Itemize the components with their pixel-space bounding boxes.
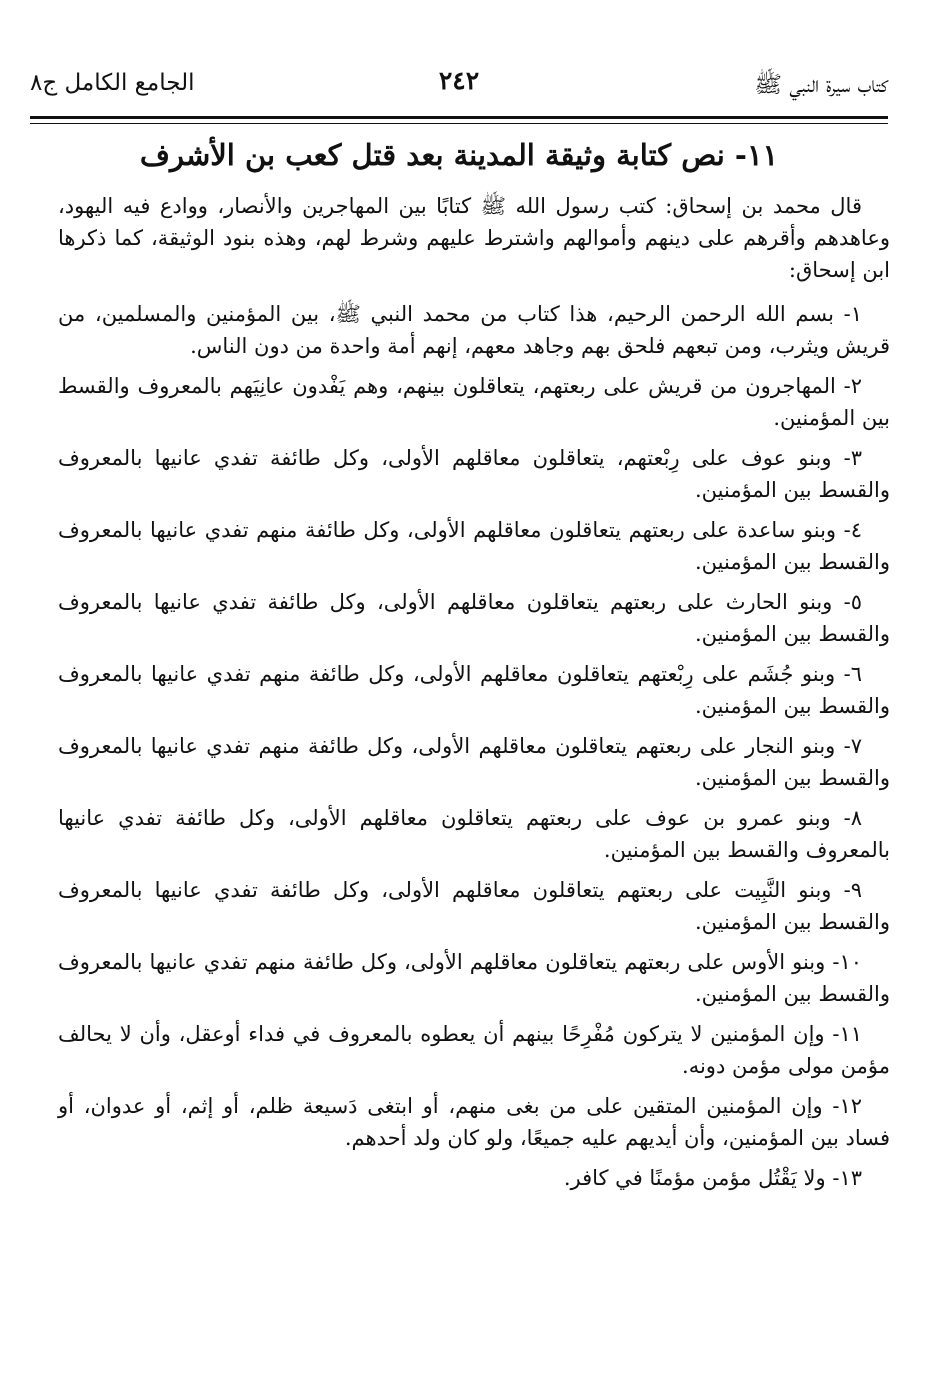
header-rule-thick: [30, 116, 888, 119]
clause-paragraph: ١٢- وإن المؤمنين المتقين على من بغى منهم، أو ابتغى دَسيعة ظلم، أو إثم، أو عدوان، أو فساد بين المؤمنين، وأن أيديهم عليه جميعًا، ولو كان ولد أحدهم.: [58, 1094, 890, 1150]
clause-paragraph: ١٣- ولا يَقْتُل مؤمن مؤمنًا في كافر.: [563, 1166, 862, 1190]
clause-paragraph: ١- بسم الله الرحمن الرحيم، هذا كتاب من محمد النبي ﷺ، بين المؤمنين والمسلمين، من قريش ويثرب، ومن تبعهم فلحق بهم وجاهد معهم، إنهم أمة واحدة من دون الناس.: [58, 302, 890, 358]
header-series-title: الجامع الكامل ج٨: [30, 70, 195, 96]
document-body: [58, 190, 890, 1202]
clause-paragraph: ٦- وبنو جُشَم على رِبْعتهم يتعاقلون معاقلهم الأولى، وكل طائفة منهم تفدي عانيها بالمعروف والقسط بين المؤمنين.: [58, 662, 890, 718]
clause-paragraph: ١٠- وبنو الأوس على ربعتهم يتعاقلون معاقلهم الأولى، وكل طائفة منهم تفدي عانيها بالمعروف والقسط بين المؤمنين.: [58, 950, 890, 1006]
clause-paragraph: ٩- وبنو النَّبِيت على ربعتهم يتعاقلون معاقلهم الأولى، وكل طائفة تفدي عانيها بالمعروف والقسط بين المؤمنين.: [58, 878, 890, 934]
header-book-title: كتاب سيرة النبي ﷺ: [754, 72, 888, 98]
page-number: ٢٤٢: [438, 66, 480, 95]
clause-paragraph: ٢- المهاجرون من قريش على ربعتهم، يتعاقلون بينهم، وهم يَفْدون عانِيَهم بالمعروف والقسط بين المؤمنين.: [58, 374, 890, 430]
running-header: [30, 58, 888, 106]
clause-paragraph: ١١- وإن المؤمنين لا يتركون مُفْرِحًا بينهم أن يعطوه بالمعروف في فداء أوعقل، وأن لا يحالف مؤمن مولى مؤمن دونه.: [58, 1022, 890, 1078]
intro-paragraph: قال محمد بن إسحاق: كتب رسول الله ﷺ كتابًا بين المهاجرين والأنصار، ووادع فيه اليهود، وعاهدهم وأقرهم على دينهم وأموالهم واشترط عليهم وشرط لهم، وهذه بنود الوثيقة، كما ذكرها ابن إسحاق:: [58, 194, 890, 282]
section-title: ١١- نص كتابة وثيقة المدينة بعد قتل كعب بن الأشرف: [139, 138, 779, 172]
clause-paragraph: ٤- وبنو ساعدة على ربعتهم يتعاقلون معاقلهم الأولى، وكل طائفة منهم تفدي عانيها بالمعروف والقسط بين المؤمنين.: [58, 518, 890, 574]
clause-paragraph: ٥- وبنو الحارث على ربعتهم يتعاقلون معاقلهم الأولى، وكل طائفة تفدي عانيها بالمعروف والقسط بين المؤمنين.: [58, 590, 890, 646]
clause-paragraph: ٣- وبنو عوف على رِبْعتهم، يتعاقلون معاقلهم الأولى، وكل طائفة تفدي عانيها بالمعروف والقسط بين المؤمنين.: [58, 446, 890, 502]
header-rule-thin: [30, 123, 888, 124]
clause-paragraph: ٨- وبنو عمرو بن عوف على ربعتهم يتعاقلون معاقلهم الأولى، وكل طائفة تفدي عانيها بالمعروف والقسط بين المؤمنين.: [58, 806, 890, 862]
clause-paragraph: ٧- وبنو النجار على ربعتهم يتعاقلون معاقلهم الأولى، وكل طائفة منهم تفدي عانيها بالمعروف والقسط بين المؤمنين.: [58, 734, 890, 790]
